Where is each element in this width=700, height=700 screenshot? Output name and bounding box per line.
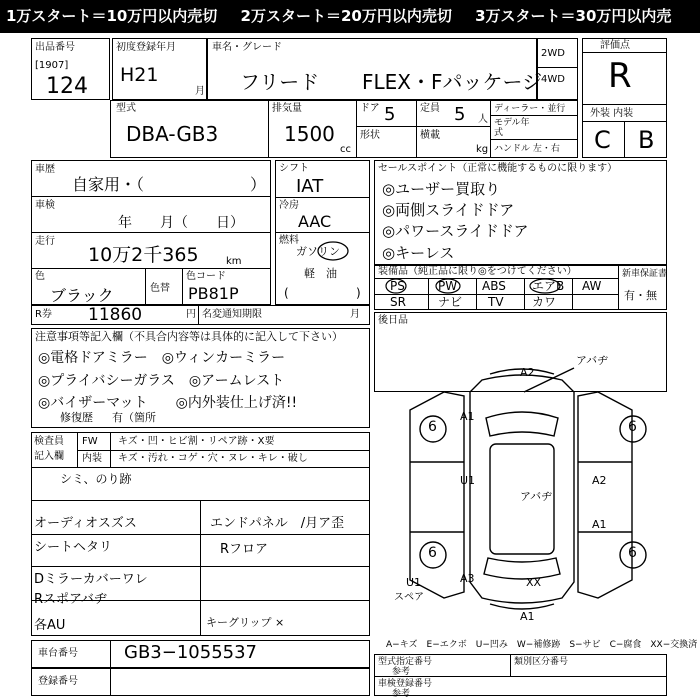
- diag-a1-bottom: A1: [520, 610, 535, 623]
- repair-value: 有（箇所: [112, 411, 156, 424]
- cc-value: 1500: [284, 122, 335, 146]
- mileage-unit: km: [226, 256, 242, 267]
- sales-title: セールスポイント（正常に機能するものに限ります）: [378, 163, 618, 174]
- mileage-label: 走行: [35, 236, 55, 247]
- diag-aparts-top: アバヂ: [576, 354, 609, 367]
- cc-label: 排気量: [272, 103, 302, 114]
- door-label: ドア: [360, 103, 380, 114]
- equip-abs: ABS: [482, 279, 506, 293]
- diag-a2-top: A2: [520, 366, 535, 379]
- remark-right-3: キーグリップ ×: [206, 616, 285, 629]
- diag-u1-bottom: U1: [406, 576, 422, 589]
- reg-label: 初度登録年月: [116, 42, 176, 53]
- history-label: 車歴: [35, 164, 55, 175]
- handle-label: ハンドル 左・右: [494, 144, 560, 154]
- int-value: B: [638, 126, 655, 154]
- banner-item-2: 2万スタート＝20万円以内売切: [240, 7, 452, 25]
- notes-title: 注意事項等記入欄（不具合内容等は具体的に記入して下さい）: [35, 330, 343, 343]
- type-spec-label: 型式指定番号: [378, 657, 433, 667]
- reg-era: H21: [120, 64, 159, 86]
- diag-a3: A3: [460, 572, 475, 585]
- tax-unit: 円: [186, 309, 196, 320]
- ext-value: C: [594, 126, 611, 154]
- door-value: 5: [384, 104, 396, 125]
- diag-a1-left: A1: [460, 410, 475, 423]
- color-code-label: 色コード: [186, 271, 226, 282]
- lot-label: 出品番号: [35, 42, 75, 53]
- reg-ref: 参考: [392, 689, 411, 699]
- notes-line-1: ◎電格ドアミラー ◎ウィンカーミラー: [38, 350, 286, 366]
- score-value: R: [608, 56, 632, 96]
- reg-number-label: 登録番号: [38, 676, 78, 687]
- equip-pw: PW: [438, 279, 458, 293]
- equip-aw: AW: [582, 279, 602, 293]
- model-year-label: モデル年式: [494, 118, 530, 138]
- damage-legend: A−キズ E−エクボ U−凹み W−補修跡 S−サビ C−腐食 XX−交換済: [386, 640, 698, 650]
- name-label: 車名・グレード: [212, 42, 282, 53]
- seat-label: 定員: [420, 103, 440, 114]
- notes-line-3: ◎バイザーマット ◎内外装仕上げ済!!: [38, 395, 298, 411]
- banner-item-1: 1万スタート＝10万円以内売切: [6, 7, 218, 25]
- grade-value: FLEX・Fパッケージ: [362, 70, 543, 94]
- notes-line-2: ◎プライバシーガラス ◎アームレスト: [38, 373, 285, 389]
- history-value: 自家用・（: [72, 175, 145, 194]
- dealer-label: ディーラー・並行: [494, 104, 566, 114]
- inspector-row1-text: キズ・凹・ヒビ割・リペア跡・X要: [118, 436, 275, 447]
- repair-label: 修復歴: [60, 411, 93, 424]
- inspector-row1-tag: FW: [82, 436, 98, 447]
- remark-6: 各AU: [34, 618, 66, 633]
- width-label: 横載: [420, 130, 440, 141]
- mileage-value: 10万2千365: [88, 244, 199, 266]
- banner-item-3: 3万スタート＝30万円以内売切: [6, 7, 672, 58]
- fuel-circle: [316, 240, 350, 262]
- equipment-title: 装備品（純正品に限り◎をつけてください）: [378, 266, 577, 277]
- reg-month: 月: [195, 86, 205, 97]
- tax-value: 11860: [88, 305, 143, 325]
- remark-1: シミ、のり跡: [60, 472, 132, 486]
- model-value: DBA-GB3: [126, 122, 219, 146]
- inspector-row2-text: キズ・汚れ・コゲ・穴・ヌレ・キレ・破し: [118, 453, 308, 464]
- diag-xx: XX: [526, 576, 542, 589]
- sales-point-2: ◎両側スライドドア: [382, 201, 515, 219]
- diag-a1-right: A1: [592, 518, 607, 531]
- equip-tv: TV: [488, 295, 504, 309]
- lot-sub: [1907]: [35, 60, 69, 71]
- fuel-label: 燃料: [279, 235, 299, 246]
- inspection-value: 年 月（ 日）: [118, 215, 244, 231]
- type-ref: 参考: [392, 667, 411, 677]
- spare-label: スペア: [394, 592, 424, 603]
- after-label: 後日品: [378, 315, 408, 326]
- warranty-label: 新車保証書: [622, 269, 668, 279]
- cc-unit: cc: [340, 144, 351, 155]
- inspector-row2-tag: 内装: [82, 453, 102, 464]
- drive-4wd: 4WD: [541, 74, 565, 85]
- diag-six-bl: 6: [428, 545, 437, 561]
- tax-row: [31, 305, 370, 325]
- remark-2: オーディオスズス: [34, 516, 137, 531]
- ac-value: AAC: [298, 212, 332, 231]
- shift-value: IAT: [296, 176, 324, 197]
- chassis-label: 車台番号: [38, 648, 78, 659]
- diag-six-tl: 6: [428, 419, 437, 435]
- shift-label: シフト: [279, 163, 309, 174]
- color-change-label: 色替: [150, 283, 170, 294]
- remark-right-1: エンドパネル /月ア歪: [210, 516, 345, 531]
- ac-label: 冷房: [279, 200, 299, 211]
- remark-4: Dミラーカバーワレ: [34, 572, 148, 587]
- equip-leather: カワ: [532, 295, 557, 309]
- name-value: フリード: [240, 70, 320, 94]
- remark-right-2: Rフロア: [220, 542, 269, 557]
- equip-airbag: エアB: [532, 279, 565, 293]
- history-close: ）: [250, 175, 267, 194]
- diag-six-tr: 6: [628, 419, 637, 435]
- fuel-value-gas: ガソリン: [296, 245, 340, 258]
- remark-5: Rスポアバヂ: [34, 592, 107, 607]
- inspection-label: 車検: [35, 200, 55, 211]
- sales-point-1: ◎ユーザー買取り: [382, 180, 501, 198]
- sales-point-3: ◎パワースライドドア: [382, 222, 529, 240]
- equip-sr: SR: [390, 295, 406, 309]
- seat-value: 5: [454, 104, 466, 125]
- diag-a2-right: A2: [592, 474, 607, 487]
- notice-label: 名変通知期限: [202, 309, 262, 320]
- diag-six-br: 6: [628, 545, 637, 561]
- inspector-label-2: 記入欄: [34, 451, 64, 462]
- equip-navi: ナビ: [438, 295, 463, 309]
- diag-u1-left: U1: [460, 474, 476, 487]
- kg-unit: kg: [476, 144, 489, 155]
- sales-point-4: ◎キーレス: [382, 244, 455, 262]
- seat-unit: 人: [478, 114, 488, 125]
- diag-center: アバヂ: [520, 490, 553, 503]
- reg-no-label: 車検登録番号: [378, 679, 433, 689]
- fuel-value-diesel: 軽 油: [304, 267, 337, 280]
- score-label: 評価点: [600, 40, 630, 51]
- reg-number-row: [31, 668, 370, 696]
- shape-label: 形状: [360, 130, 380, 141]
- ext-int-label: 外装 内装: [590, 108, 634, 119]
- chassis-value: GB3−1055537: [124, 642, 257, 663]
- color-label: 色: [35, 271, 45, 282]
- lot-number: 124: [46, 74, 88, 99]
- inspector-label-1: 検査員: [34, 436, 64, 447]
- warranty-value: 有・無: [624, 289, 657, 302]
- model-label: 型式: [116, 103, 136, 114]
- color-code-value: PB81P: [188, 284, 239, 303]
- equip-ps: PS: [390, 279, 405, 293]
- remark-3: シートヘタリ: [34, 540, 113, 555]
- tax-label: R券: [35, 309, 52, 320]
- category-label: 類別区分番号: [514, 657, 569, 667]
- color-value: ブラック: [50, 286, 114, 305]
- notice-month: 月: [350, 309, 360, 320]
- drive-2wd: 2WD: [541, 48, 565, 59]
